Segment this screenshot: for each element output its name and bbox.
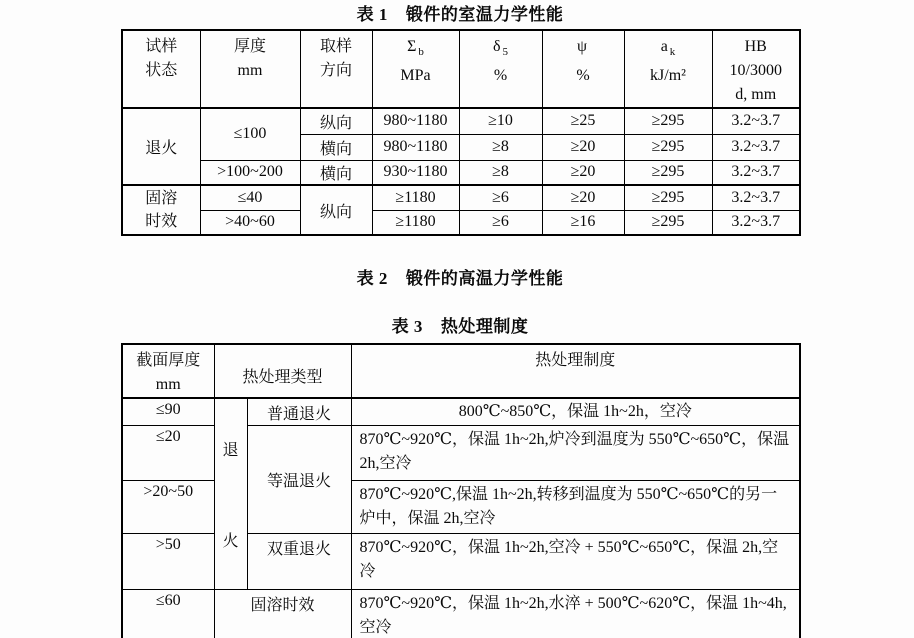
- t1-cell-ak: ≥295: [624, 134, 712, 160]
- t1-cell-sigma: ≥1180: [372, 210, 459, 235]
- t1-cell-delta: ≥10: [459, 108, 542, 134]
- t1-cell-delta: ≥6: [459, 210, 542, 235]
- t1-cell-ak: ≥295: [624, 185, 712, 210]
- t1-cell-hb: 3.2~3.7: [712, 108, 800, 134]
- t3-cell-regime: 870℃~920℃，保温 1h~2h,水淬 + 500℃~620℃，保温 1h~4h, 空冷: [351, 590, 800, 638]
- t1-cell-sigma: 930~1180: [372, 160, 459, 185]
- t1-cell-ak: ≥295: [624, 210, 712, 235]
- annealing-char-2: 火: [222, 533, 239, 550]
- t1-cell-sigma: 980~1180: [372, 108, 459, 134]
- t1-cell-delta: ≥8: [459, 160, 542, 185]
- t1-row-5: [122, 210, 800, 235]
- t3-row-1: [122, 398, 800, 426]
- t1-cell-psi: ≥20: [542, 185, 624, 210]
- t1-cell-delta: ≥6: [459, 185, 542, 210]
- t1-header-psi: ψ %: [542, 30, 624, 108]
- table1-room-temp-properties: [121, 29, 801, 236]
- t1-cell-thickness: >100~200: [200, 160, 300, 185]
- t1-cell-ak: ≥295: [624, 108, 712, 134]
- t1-cell-sigma: 980~1180: [372, 134, 459, 160]
- t3-cell-regime: 870℃~920℃，保温 1h~2h,空冷 + 550℃~650℃，保温 2h,空冷: [351, 534, 800, 590]
- table2-title: [121, 268, 799, 290]
- t1-cell-delta: ≥8: [459, 134, 542, 160]
- t1-cell-direction: 横向: [300, 134, 372, 160]
- t1-cell-psi: ≥25: [542, 108, 624, 134]
- t1-header-sample-state: 试样 状态: [122, 30, 200, 108]
- t1-cell-hb: 3.2~3.7: [712, 185, 800, 210]
- t3-cell-thickness: ≤20: [122, 426, 214, 481]
- annealing-char-1: 退: [222, 442, 239, 459]
- t3-cell-type: 普通退火: [247, 398, 351, 426]
- t1-cell-state: 固溶时效: [122, 185, 200, 235]
- t3-cell-regime: 870℃~920℃,保温 1h~2h,转移到温度为 550℃~650℃的另一炉中，保温 2h,空冷: [351, 481, 800, 534]
- t1-header-thickness: 厚度 mm: [200, 30, 300, 108]
- table3-heat-treatment: [121, 343, 801, 638]
- t3-cell-regime: 870℃~920℃，保温 1h~2h,炉冷到温度为 550℃~650℃，保温 2h,空冷: [351, 426, 800, 481]
- t1-cell-direction: 纵向: [300, 108, 372, 134]
- t1-cell-hb: 3.2~3.7: [712, 210, 800, 235]
- t3-cell-thickness: >50: [122, 534, 214, 590]
- t1-row-3: [122, 160, 800, 185]
- table2-label: 表 2: [356, 269, 388, 288]
- t1-cell-hb: 3.2~3.7: [712, 160, 800, 185]
- table1-title: [121, 4, 799, 26]
- t3-cell-annealing-group: [214, 398, 247, 590]
- t3-header-row: [122, 344, 800, 398]
- table3-title-text: 热处理制度: [440, 317, 529, 336]
- t1-cell-sigma: ≥1180: [372, 185, 459, 210]
- t1-header-hb: HB 10/3000 d, mm: [712, 30, 800, 108]
- t1-cell-hb: 3.2~3.7: [712, 134, 800, 160]
- t1-cell-psi: ≥20: [542, 160, 624, 185]
- t1-row-1: [122, 108, 800, 134]
- table3-title: [121, 316, 799, 338]
- t1-header-direction: 取样 方向: [300, 30, 372, 108]
- t1-cell-state: 退火: [122, 108, 200, 185]
- t1-header-ak: a $_k$ kJ/m²: [624, 30, 712, 108]
- t3-cell-type: 双重退火: [247, 534, 351, 590]
- t3-cell-regime: 800℃~850℃，保温 1h~2h，空冷: [351, 398, 800, 426]
- t3-cell-thickness: ≤90: [122, 398, 214, 426]
- table2-title-text: 锻件的高温力学性能: [405, 269, 564, 288]
- page-content: [121, 4, 799, 638]
- t3-header-treatment-type: 热处理类型: [214, 344, 351, 398]
- t1-cell-thickness: ≤100: [200, 108, 300, 160]
- t3-cell-type: 等温退火: [247, 426, 351, 534]
- t1-row-4: [122, 185, 800, 210]
- t3-cell-type: 固溶时效: [214, 590, 351, 638]
- t1-cell-direction: 纵向: [300, 185, 372, 235]
- t3-header-section-thickness: 截面厚度 mm: [122, 344, 214, 398]
- t3-cell-thickness: >20~50: [122, 481, 214, 534]
- t1-header-sigma-b: Σ $_b$ MPa: [372, 30, 459, 108]
- t3-header-regime: 热处理制度: [351, 344, 800, 398]
- table3-label: 表 3: [391, 317, 423, 336]
- t3-row-5: [122, 590, 800, 638]
- t1-cell-thickness: ≤40: [200, 185, 300, 210]
- t1-cell-direction: 横向: [300, 160, 372, 185]
- table1-title-text: 锻件的室温力学性能: [405, 5, 564, 24]
- t1-header-row: [122, 30, 800, 108]
- table1-label: 表 1: [356, 5, 388, 24]
- t1-cell-psi: ≥16: [542, 210, 624, 235]
- t3-cell-thickness: ≤60: [122, 590, 214, 638]
- t1-cell-thickness: >40~60: [200, 210, 300, 235]
- t1-cell-psi: ≥20: [542, 134, 624, 160]
- t1-cell-ak: ≥295: [624, 160, 712, 185]
- t1-header-delta-5: δ $_5$ %: [459, 30, 542, 108]
